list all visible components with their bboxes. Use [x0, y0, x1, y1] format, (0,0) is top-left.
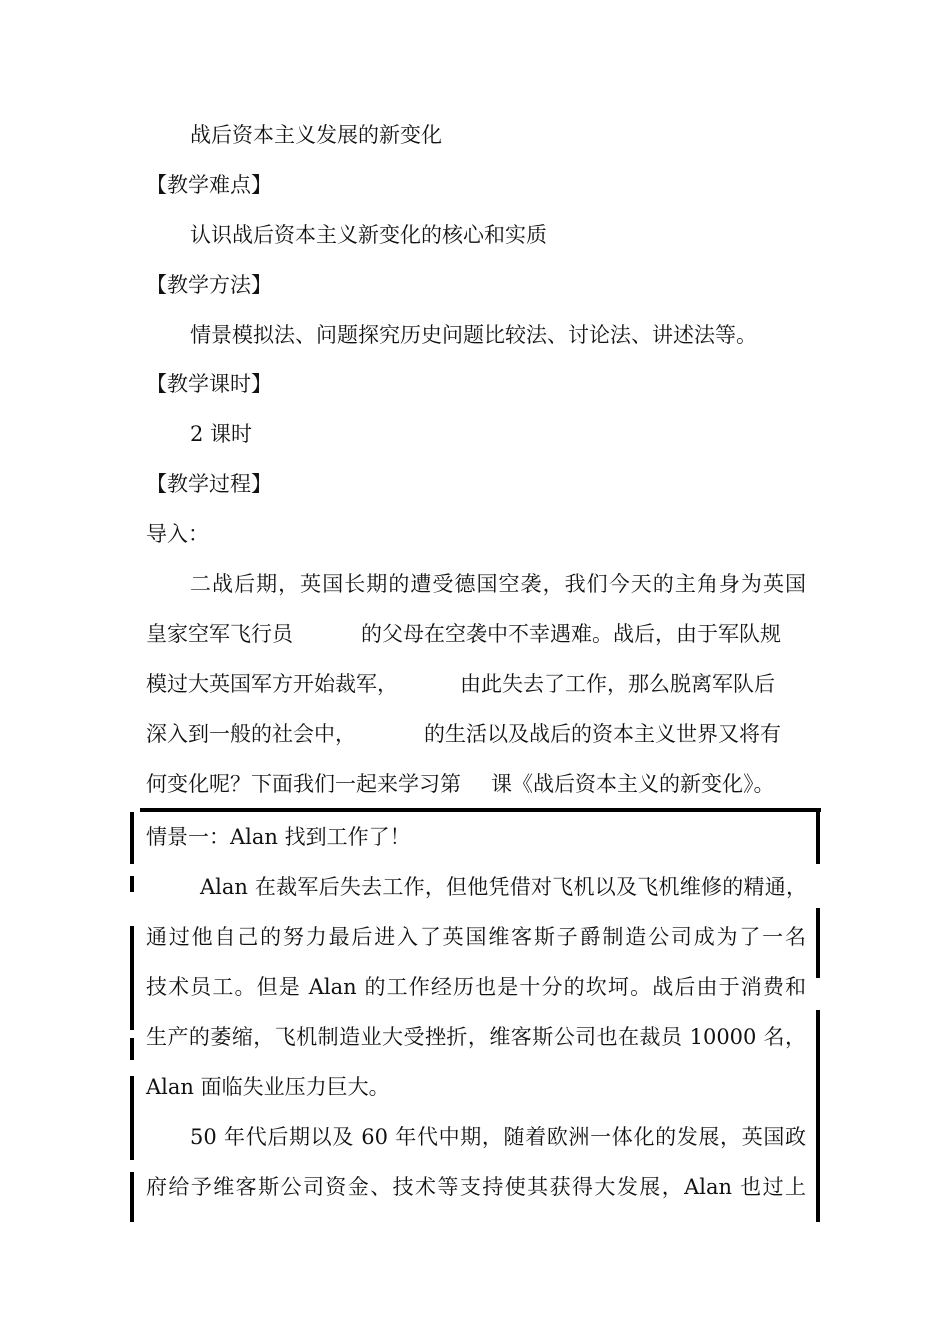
scenario-box-right-border: [816, 812, 820, 864]
key-point-text: 战后资本主义发展的新变化: [190, 123, 442, 147]
scenario-box-right-border: [816, 1010, 820, 1222]
scenario-box-left-border: [130, 1038, 134, 1060]
intro-label: 导入：: [146, 522, 209, 546]
scenario-box-left-border: [130, 926, 134, 1030]
hours-heading: 【教学课时】: [146, 372, 272, 396]
process-heading: 【教学过程】: [146, 472, 272, 496]
intro-line: 皇家空军飞行员 的父母在空袭中不幸遇难。战后，由于军队规: [146, 622, 781, 646]
scenario-line: 府给予维客斯公司资金、技术等支持使其获得大发展，Alan 也过上: [146, 1175, 806, 1199]
method-text: 情景模拟法、问题探究历史问题比较法、讨论法、讲述法等。: [190, 323, 757, 347]
scenario-box-left-border: [130, 1076, 134, 1160]
method-heading: 【教学方法】: [146, 273, 272, 297]
intro-line: 二战后期，英国长期的遭受德国空袭，我们今天的主角身为英国: [190, 572, 806, 596]
scenario-line: 通过他自己的努力最后进入了英国维客斯子爵制造公司成为了一名: [146, 925, 806, 949]
scenario-line: 技术员工。但是 Alan 的工作经历也是十分的坎坷。战后由于消费和: [146, 975, 806, 999]
difficult-point-text: 认识战后资本主义新变化的核心和实质: [190, 223, 547, 247]
scenario-box-right-border: [816, 908, 820, 978]
scenario-box-left-border: [130, 812, 134, 864]
scenario-line: 50 年代后期以及 60 年代中期，随着欧洲一体化的发展，英国政: [190, 1125, 806, 1149]
scenario-line: Alan 在裁军后失去工作，但他凭借对飞机以及飞机维修的精通，: [200, 875, 807, 899]
scenario-box-left-border: [130, 876, 134, 892]
intro-line: 何变化呢？下面我们一起来学习第 课《战后资本主义的新变化》。: [146, 772, 775, 796]
intro-line: 模过大英国军方开始裁军， 由此失去了工作，那么脱离军队后: [146, 672, 775, 696]
scenario-box-left-border: [130, 1172, 134, 1222]
scenario-box-top-border: [140, 808, 821, 812]
hours-text: 2 课时: [190, 422, 253, 446]
scenario-title: 情景一：Alan 找到工作了！: [146, 825, 411, 849]
scenario-line: 生产的萎缩，飞机制造业大受挫折，维客斯公司也在裁员 10000 名，: [146, 1025, 806, 1049]
scenario-line: Alan 面临失业压力巨大。: [146, 1075, 390, 1099]
intro-line: 深入到一般的社会中， 的生活以及战后的资本主义世界又将有: [146, 722, 781, 746]
difficult-point-heading: 【教学难点】: [146, 173, 272, 197]
